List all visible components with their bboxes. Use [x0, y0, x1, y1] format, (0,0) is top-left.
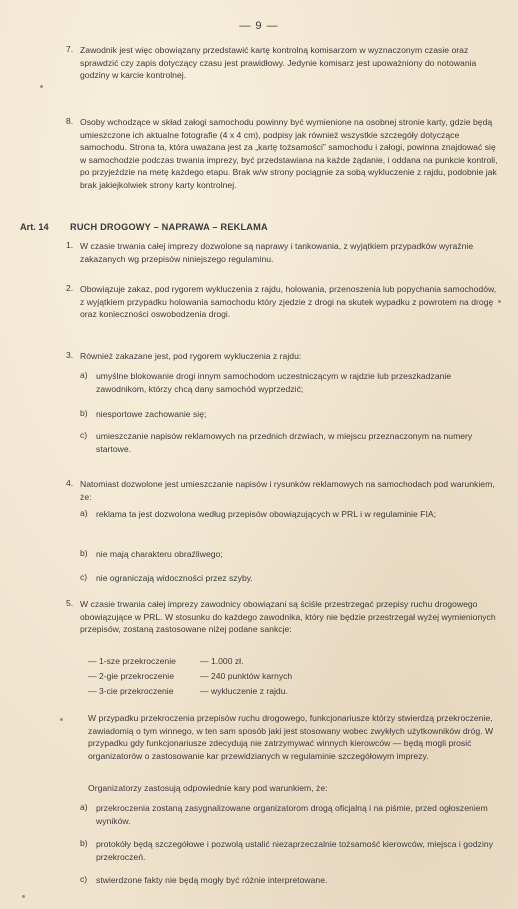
sub-item-letter: a)	[80, 508, 88, 518]
sanction-value: — 1.000 zł.	[200, 656, 244, 666]
paragraph-item-3: Również zakazane jest, pod rygorem wykluczenia z rajdu:	[80, 351, 302, 361]
sanction-label: — 3-cie przekroczenie	[88, 686, 174, 696]
condition-letter: c)	[80, 874, 88, 884]
paragraph-item-2: Obowiązuje zakaz, pod rygorem wykluczenia z rajdu, holowania, przenoszenia lub popychania samochodów, z wyjątkiem przypadku holowania samochodu który zjedzie z drogi na skutek wypadku z powrotem na drogę oraz konieczności oswobodzenia drogi.	[80, 284, 497, 320]
paragraph-item-7: Zawodnik jest więc obowiązany przedstawić kartę kontrolną komisarzom w wyznaczonym czasie oraz sprawdzić czy zapis dotyczący czasu jest prawidłowy. Jedynie komisarz jest upoważniony do notowania godziny w karcie kontrolnej.	[80, 45, 477, 81]
paper-speck	[60, 718, 63, 721]
sub-item-3a: umyślne blokowanie drogi innym samochodom uczestniczącym w rajdzie lub przeszkadzanie zawodnikom, którzy chcą dany samochód wyprzedzić;	[96, 371, 452, 394]
condition-a: przekroczenia zostaną zasygnalizowane organizatorom drogą oficjalną i na piśmie, przed ogłoszeniem wyników.	[96, 803, 488, 826]
paragraph-item-5: W czasie trwania całej imprezy zawodnicy obowiązani są ściśle przestrzegać przepisy ruchu drogowego obowiązujące w PRL. W stosunku do każdego zawodnika, który nie będzie przestrzegał wyżej wymienionych przepisów, zostaną zastosowane niżej podane sankcje:	[80, 599, 496, 635]
paragraph-item-8: Osoby wchodzące w skład załogi samochodu powinny być wymienione na osobnej stronie karty, gdzie będą umieszczone ich aktualne fotografie (4 x 4 cm), podpisy jak również wszystkie szczegóły dotyczące samochodu. Strona ta, która uważana jest za „kartę tożsamości” samochodu i załogi, powinna znajdować się w samochodzie podczas trwania imprezy, być przedstawiana na każde żądanie, i oddana na punkcie kontroli, po przyjeździe na metę każdego etapu. Brak w/w strony pociągnie za sobą wykluczenie z rajdu, podobnie jak brak jakiejkolwiek strony karty kontrolnej.	[80, 117, 498, 190]
item-number: 3.	[66, 350, 74, 360]
sanction-value: — wykluczenie z rajdu.	[200, 686, 288, 696]
page-number: — 9 —	[239, 20, 279, 32]
sub-item-4c: nie ograniczają widoczności przez szyby.	[96, 573, 253, 583]
sub-item-letter: b)	[80, 408, 88, 418]
sub-item-3c: umieszczanie napisów reklamowych na przednich drzwiach, w miejscu przeznaczonym na numery startowe.	[96, 431, 473, 454]
sanction-value: — 240 punktów karnych	[200, 671, 293, 681]
paragraph-police: W przypadku przekroczenia przepisów ruchu drogowego, funkcjonariusze którzy stwierdzą przekroczenie, zawiadomią o tym winnego, w ten sam sposób jaki jest stosowany wobec zwykłych użytkowników dróg. W przypadku gdy funkcjonariusze zdecydują nie zatrzymywać winnych kierowców — będą mogli prosić organizatorów o zastosowanie kar przewidzianych w regulaminie szczegółowym imprezy.	[88, 713, 494, 761]
paper-speck	[22, 895, 25, 898]
item-number: 8.	[66, 116, 74, 126]
paragraph-organizers: Organizatorzy zastosują odpowiednie kary pod warunkiem, że:	[88, 783, 328, 793]
article-title: RUCH DROGOWY – NAPRAWA – REKLAMA	[70, 222, 268, 232]
item-number: 4.	[66, 478, 74, 488]
sub-item-4a: reklama ta jest dozwolona według przepisów obowiązujących w PRL i w regulaminie FIA;	[96, 509, 437, 519]
item-number: 5.	[66, 598, 74, 608]
condition-b: protokóły będą szczegółowe i pozwolą ustalić niezaprzeczalnie tożsamość kierowców, miejsca i godziny przekroczeń.	[96, 839, 494, 862]
article-label: Art. 14	[20, 222, 49, 232]
item-number: 7.	[66, 44, 74, 54]
condition-letter: b)	[80, 838, 88, 848]
sanction-label: — 2-gie przekroczenie	[88, 671, 174, 681]
item-number: 1.	[66, 240, 74, 250]
condition-c: stwierdzone fakty nie będą mogły być różnie interpretowane.	[96, 875, 328, 885]
sub-item-4b: nie mają charakteru obraźliwego;	[96, 549, 223, 559]
paragraph-item-4: Natomiast dozwolone jest umieszczanie napisów i rysunków reklamowych na samochodach pod warunkiem, że:	[80, 479, 495, 502]
paragraph-item-1: W czasie trwania całej imprezy dozwolone są naprawy i tankowania, z wyjątkiem przypadków wyraźnie zakazanych wg przepisów niniejszego regulaminu.	[80, 241, 474, 264]
sub-item-letter: a)	[80, 370, 88, 380]
sub-item-letter: b)	[80, 548, 88, 558]
paper-speck	[498, 300, 501, 303]
sub-item-letter: c)	[80, 430, 88, 440]
sanction-label: — 1-sze przekroczenie	[88, 656, 176, 666]
sub-item-3b: niesportowe zachowanie się;	[96, 409, 207, 419]
item-number: 2.	[66, 283, 74, 293]
paper-speck	[40, 85, 43, 88]
condition-letter: a)	[80, 802, 88, 812]
sub-item-letter: c)	[80, 572, 88, 582]
